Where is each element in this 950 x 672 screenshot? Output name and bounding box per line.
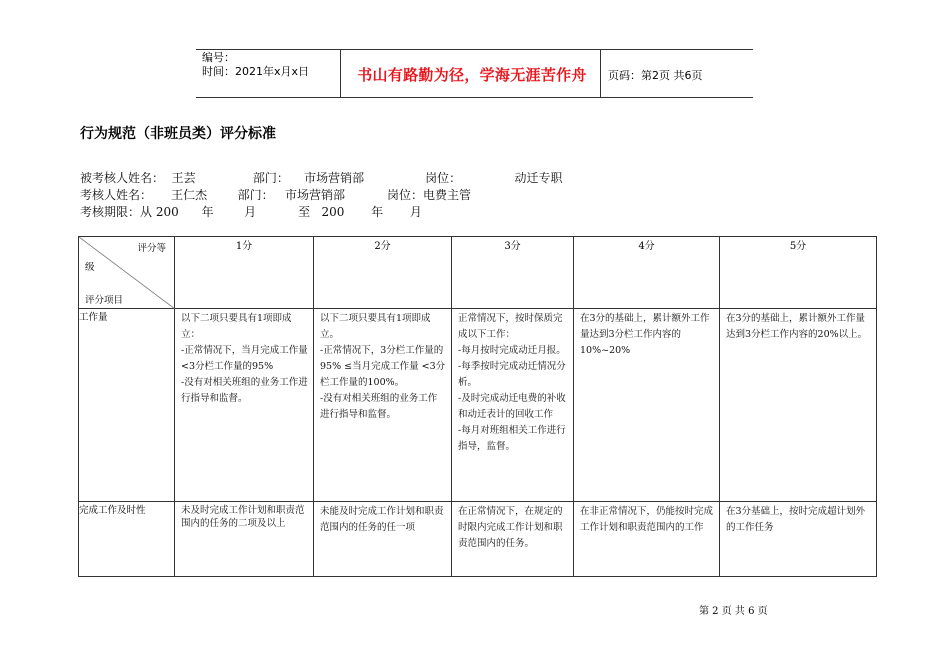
cell-text: 在3分的基础上，累计额外工作量达到3分栏工作内容的20%以上。 [726, 313, 868, 340]
table-row [79, 309, 877, 502]
table-cell [452, 502, 574, 577]
cell-text: 在3分基础上，按时完成超计划外的工作任务 [726, 506, 866, 533]
table-cell [175, 502, 314, 577]
cell-text: 以下二项只要具有1项即成立。 -正常情况下，3分栏工作量的95% ≤当月完成工作量 <3分栏工作量的100%。 -没有对相关班组的业务工作进行指导和监督。 [320, 313, 446, 420]
header-motto: 书山有路勤为径，学海无涯苦作舟 [357, 66, 587, 84]
table-cell [175, 309, 314, 502]
table-cell [720, 309, 877, 502]
cell-text: 在非正常情况下，仍能按时完成工作计划和职责范围内的工作 [580, 506, 714, 533]
header-divider [600, 50, 601, 97]
header-divider [340, 50, 341, 97]
number-label: 编号： [202, 51, 235, 64]
row-label: 工作量 [79, 309, 175, 502]
assessment-period: 考核期限：从 200 年 月 至 200 年 月 [80, 205, 422, 219]
table-cell [452, 309, 574, 502]
corner-top-label: 评分等 [137, 243, 166, 254]
cell-text: 未及时完成工作计划和职责范围内的任务的二项及以上 [181, 505, 305, 529]
examiner-info: 考核人姓名： 王仁杰 部门： 市场营销部 岗位：电费主管 [80, 188, 471, 202]
table-row [79, 502, 877, 577]
document-header [196, 49, 753, 98]
score-header: 3分 [452, 237, 574, 309]
time-text: 时间：2021年x月x日 [202, 65, 310, 78]
header-meta [202, 51, 309, 79]
header-page-number: 页码：第2页 共6页 [608, 69, 703, 82]
page-title: 行为规范（非班员类）评分标准 [80, 126, 276, 142]
score-header: 5分 [720, 237, 877, 309]
cell-text: 在正常情况下，在规定的时限内完成工作计划和职责范围内的任务。 [458, 506, 563, 549]
cell-text: 以下二项只要具有1项即成立： -正常情况下，当月完成工作量 <3分栏工作量的95% -没有对相关班组的业务工作进行指导和监督。 [181, 313, 308, 404]
examinee-info: 被考核人姓名： 王芸 部门： 市场营销部 岗位： 动迁专职 [80, 171, 563, 185]
score-header: 4分 [574, 237, 720, 309]
table-cell [720, 502, 877, 577]
table-cell [314, 502, 452, 577]
table-cell [574, 502, 720, 577]
scoring-table [78, 236, 877, 577]
corner-mid-label: 级 [85, 262, 95, 273]
corner-bottom-label: 评分项目 [85, 295, 124, 306]
table-cell [314, 309, 452, 502]
page-footer: 第 2 页 共 6 页 [699, 606, 768, 617]
table-cell [574, 309, 720, 502]
corner-cell [79, 237, 175, 309]
cell-text: 在3分的基础上，累计额外工作量达到3分栏工作内容的10%~20% [580, 313, 710, 356]
table-header-row [79, 237, 877, 309]
row-label: 完成工作及时性 [79, 502, 175, 577]
score-header: 1分 [175, 237, 314, 309]
cell-text: 正常情况下，按时保质完成以下工作： -每月按时完成动迁月报。 -每季按时完成动迁情况分析。 -及时完成动迁电费的补收和动迁表计的回收工作 -每月对班组相关工作进行指导，监督。 [458, 313, 566, 452]
cell-text: 未能及时完成工作计划和职责范围内的任务的任一项 [320, 506, 444, 533]
score-header: 2分 [314, 237, 452, 309]
